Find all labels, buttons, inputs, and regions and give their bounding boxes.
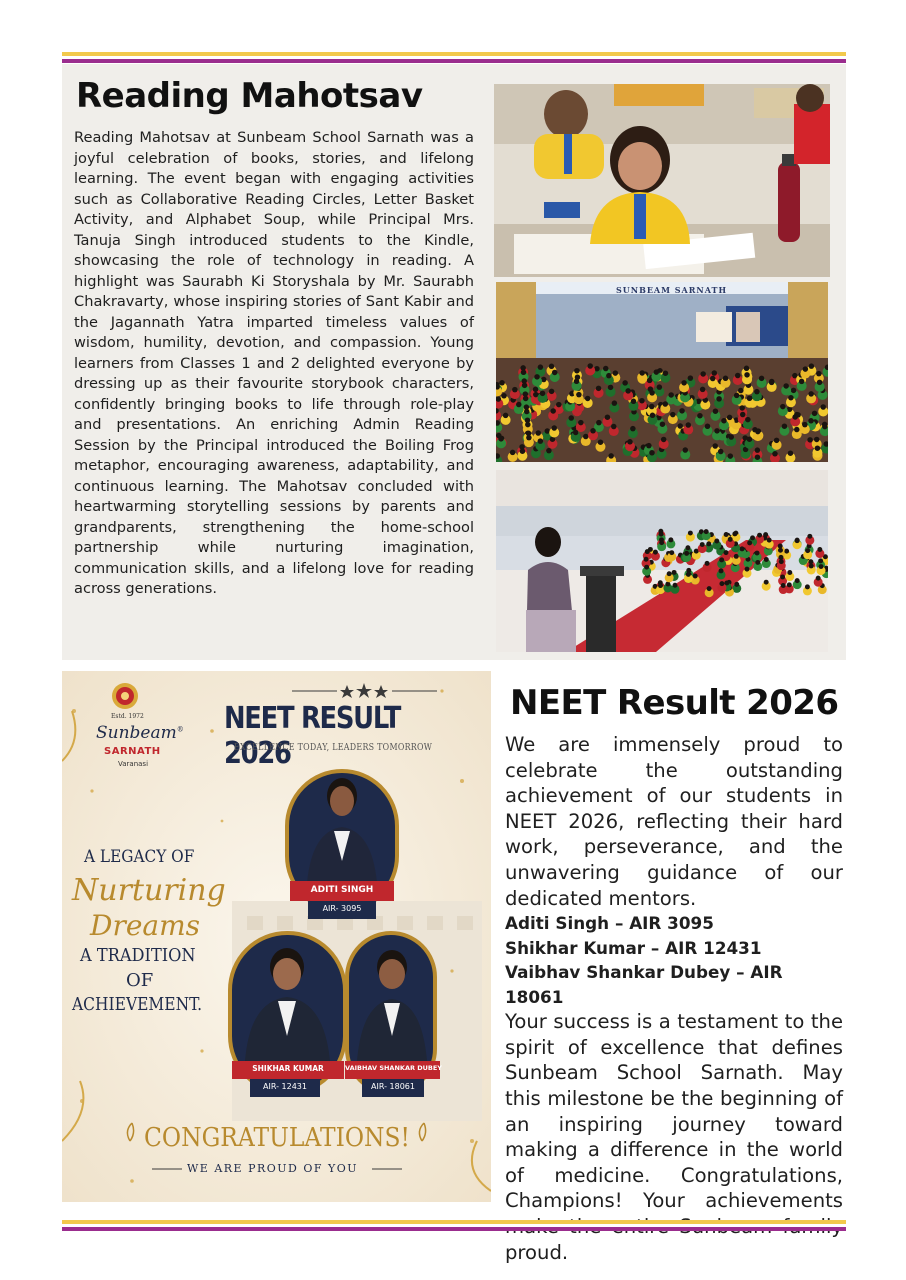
reading-mahotsav-body: Reading Mahotsav at Sunbeam School Sarnath was a joyful celebration of books, stories, and lifelong learning. The event began with engaging activities such as Collaborative Reading Circles, Letter Basket Activity, and Alphabet Soup, while Principal Mrs. Tanuja Singh introduced students to the Kindle, showcasing the role of technology in reading. A highlight was Saurabh Ki Storyshala by Mr. Saurabh Chakravarty, whose inspiring stories of Sant Kabir and the Jagannath Yatra imparted timeless values of wisdom, humility, devotion, and compassion. Young learners from Classes 1 and 2 delighted everyone by dressing up as their favourite storybook characters, confidently bringing books to life through role-play and presentations. An enriching Admin Reading Session by the Principal introduced the Boiling Frog metaphor, encouraging awareness, adaptability, and continuous learning. The Mahotsav concluded with heartwarming storytelling sessions by parents and grandparents, strengthening the home-school partnership while nurturing imagination, communication skills, and a lifelong love for reading across generations. <box>74 129 474 597</box>
neet-result-title: NEET Result 2026 <box>510 683 839 723</box>
poster-school-city: Varanasi <box>118 760 149 768</box>
winner-line: Shikhar Kumar – AIR 12431 <box>505 937 762 958</box>
student-air-vaibhav: AIR- 18061 <box>371 1082 415 1091</box>
student-air-shikhar: AIR- 12431 <box>263 1082 307 1091</box>
student-name-shikhar: SHIKHAR KUMAR <box>252 1064 324 1073</box>
poster-legacy-line3: OF <box>126 970 154 991</box>
neet-intro-paragraph: We are immensely proud to celebrate the outstanding achievement of our students in NEET 2026, reflecting their hard work, perseverance, and the unwavering guidance of our dedicated mentors. <box>505 733 843 910</box>
poster-tagline: EXCELLENCE TODAY, LEADERS TOMORROW <box>234 743 433 753</box>
school-name-text: Sunbeam <box>96 723 177 743</box>
student-name-aditi: ADITI SINGH <box>310 885 374 895</box>
neet-result-poster <box>62 671 491 1202</box>
poster-proud-line: WE ARE PROUD OF YOU <box>187 1162 359 1175</box>
neet-result-body <box>505 732 843 1265</box>
poster-school-campus: SARNATH <box>104 746 161 757</box>
stage-banner-text: SUNBEAM SARNATH <box>616 285 727 295</box>
bottom-divider-rule <box>62 1220 846 1231</box>
neet-closing-paragraph: Your success is a testament to the spirit of excellence that defines Sunbeam School Sarnath. May this milestone be the beginning of an inspiring journey toward making a difference in the world of medicine. Congratulations, Champions! Your achievements proud. <box>505 1010 843 1264</box>
poster-legacy-line1: A LEGACY OF <box>84 847 195 867</box>
winner-line: Aditi Singh – AIR 3095 <box>505 913 714 934</box>
winner-line: Vaibhav Shankar Dubey – AIR 18061 <box>505 962 783 1007</box>
poster-legacy-line2: A TRADITION <box>80 945 196 966</box>
school-reg-mark: ® <box>176 725 184 734</box>
poster-school-name <box>96 723 184 743</box>
poster-legacy-script1: Nurturing <box>72 873 226 908</box>
poster-estd: Estd. 1972 <box>111 713 144 720</box>
reading-mahotsav-title: Reading Mahotsav <box>76 76 423 116</box>
classroom-reading-photo <box>494 84 830 277</box>
reading-mahotsav-section <box>62 64 846 660</box>
top-divider-rule <box>62 52 846 63</box>
poster-headline: NEET RESULT 2026 <box>224 701 401 771</box>
auditorium-session-photo <box>496 282 828 462</box>
poster-legacy-script2: Dreams <box>90 909 201 942</box>
student-name-vaibhav: VAIBHAV SHANKAR DUBEY <box>345 1064 443 1072</box>
podium-address-photo <box>496 470 828 652</box>
poster-legacy-line4: ACHIEVEMENT. <box>72 994 203 1015</box>
student-air-aditi: AIR- 3095 <box>322 904 362 913</box>
poster-congratulations: CONGRATULATIONS! <box>144 1123 410 1153</box>
